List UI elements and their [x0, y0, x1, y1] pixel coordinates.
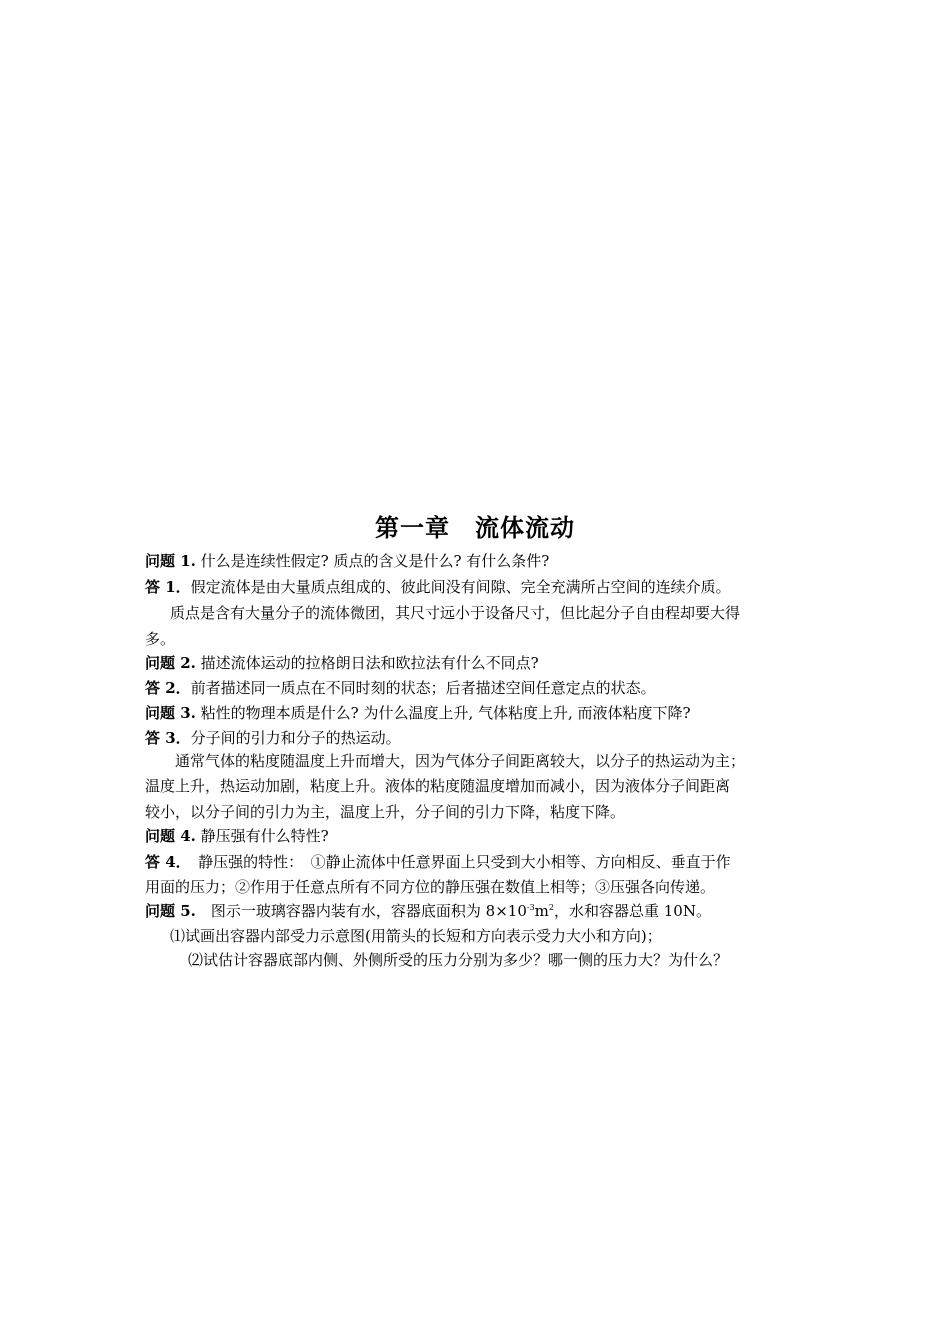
answer-3-paragraph-2-line-2: 温度上升，热运动加剧，粘度上升。液体的粘度随温度增加而减小，因为液体分子间距离: [145, 777, 731, 795]
question-text: 描述流体运动的拉格朗日法和欧拉法有什么不同点?: [195, 654, 539, 672]
question-label: 问题 5.: [145, 902, 196, 920]
question-text-before: 图示一玻璃容器内装有水，容器底面积为 8×10: [195, 902, 527, 920]
question-label: 问题 3.: [145, 704, 196, 722]
question-5: [145, 901, 711, 921]
question-label: 问题 2.: [145, 654, 196, 672]
answer-4-line-2: 用面的压力；②作用于任意点所有不同方位的静压强在数值上相等；③压强各向传递。: [145, 878, 716, 896]
answer-2: [145, 678, 656, 698]
question-label: 问题 4.: [145, 827, 196, 845]
exponent: -3: [526, 903, 535, 912]
question-text: 粘性的物理本质是什么? 为什么温度上升, 气体粘度上升, 而液体粘度下降?: [195, 704, 691, 722]
answer-label: 答 1．: [145, 578, 191, 596]
question-4: [145, 826, 329, 846]
question-text-after: ，水和容器总重 10N。: [554, 902, 711, 920]
answer-3-paragraph-2-line-1: 通常气体的粘度随温度上升而增大，因为气体分子间距离较大，以分子的热运动为主；: [175, 752, 746, 770]
question-1: [145, 551, 549, 571]
answer-text: 假定流体是由大量质点组成的、彼此间没有间隙、完全充满所占空间的连续介质。: [190, 578, 731, 596]
question-text: 静压强有什么特性?: [195, 827, 329, 845]
answer-label: 答 3．: [145, 729, 191, 747]
answer-text: 分子间的引力和分子的热运动。: [190, 729, 401, 747]
unit-exponent: 2: [548, 903, 554, 912]
answer-1-paragraph-2-line-1: 质点是含有大量分子的流体微团，其尺寸远小于设备尺寸，但比起分子自由程却要大得: [170, 604, 741, 622]
answer-4: [145, 852, 731, 872]
question-text: 什么是连续性假定? 质点的含义是什么? 有什么条件?: [195, 552, 550, 570]
question-label: 问题 1.: [145, 552, 196, 570]
answer-3: [145, 728, 401, 748]
unit: m: [534, 902, 549, 920]
question-5-sub-1: ⑴试画出容器内部受力示意图(用箭头的长短和方向表示受力大小和方向)；: [170, 927, 662, 945]
chapter-title: 第一章 流体流动: [375, 514, 575, 542]
answer-label: 答 2．: [145, 679, 191, 697]
question-2: [145, 653, 539, 673]
answer-1: [145, 577, 731, 597]
question-5-sub-2: ⑵试估计容器底部内侧、外侧所受的压力分别为多少？哪一侧的压力大？为什么？: [188, 951, 729, 969]
answer-label: 答 4．: [145, 853, 184, 871]
answer-1-paragraph-2-line-2: 多。: [145, 630, 176, 648]
answer-3-paragraph-2-line-3: 较小，以分子间的引力为主，温度上升，分子间的引力下降，粘度下降。: [145, 803, 626, 821]
answer-text: 前者描述同一质点在不同时刻的状态；后者描述空间任意定点的状态。: [190, 679, 656, 697]
question-3: [145, 703, 691, 723]
answer-text: 静压强的特性： ①静止流体中任意界面上只受到大小相等、方向相反、垂直于作: [183, 853, 731, 871]
